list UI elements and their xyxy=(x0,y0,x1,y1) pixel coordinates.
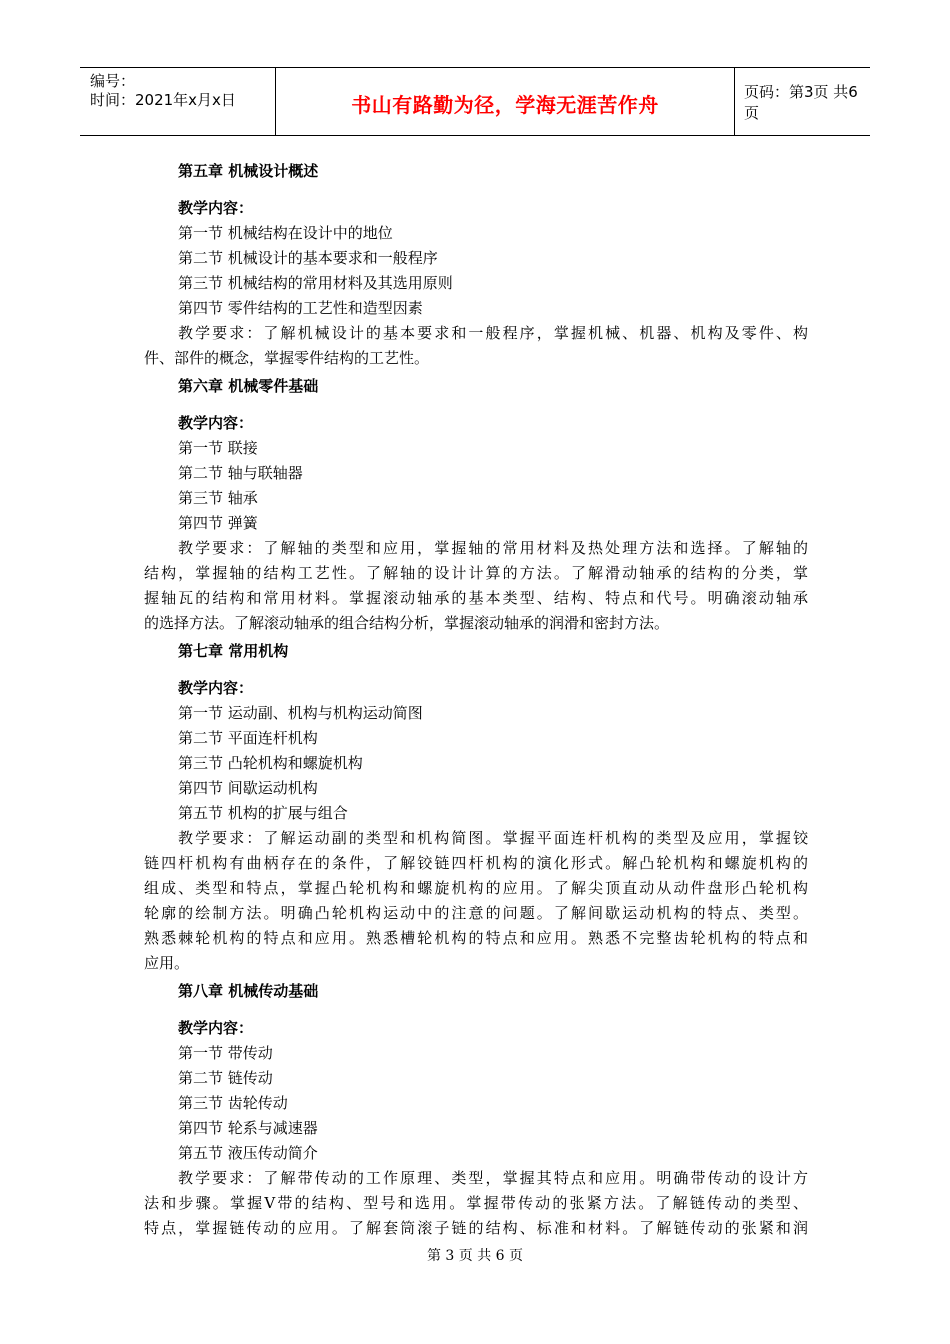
section-item: 第一节 机械结构在设计中的地位 xyxy=(178,224,393,242)
chapter-title: 第六章 机械零件基础 xyxy=(178,377,319,395)
section-item: 第三节 轴承 xyxy=(178,489,258,507)
section-item: 第四节 零件结构的工艺性和造型因素 xyxy=(178,299,423,317)
section-item: 第三节 凸轮机构和螺旋机构 xyxy=(178,754,363,772)
requirements-line: 链四杆机构有曲柄存在的条件，了解铰链四杆机构的演化形式。解凸轮机构和螺旋机构的 xyxy=(144,854,808,872)
requirements-line: 应用。 xyxy=(144,954,190,972)
header-date: 时间：2021年x月x日 xyxy=(90,91,236,109)
requirements-line: 组成、类型和特点，掌握凸轮机构和螺旋机构的应用。了解尖顶直动从动件盘形凸轮机构 xyxy=(144,879,808,897)
document-body xyxy=(144,156,808,1241)
section-item: 第三节 机械结构的常用材料及其选用原则 xyxy=(178,274,453,292)
header-page-info: 页码：第3页 共6页 xyxy=(744,82,858,122)
chapter-title: 第七章 常用机构 xyxy=(178,642,289,660)
requirements-line: 教学要求：了解运动副的类型和机构简图。掌握平面连杆机构的类型及应用，掌握铰 xyxy=(178,829,808,847)
requirements-line: 教学要求：了解机械设计的基本要求和一般程序，掌握机械、机器、机构及零件、构 xyxy=(178,324,808,342)
header-motto-cell xyxy=(276,68,735,135)
section-item: 第五节 机构的扩展与组合 xyxy=(178,804,348,822)
requirements-line: 熟悉棘轮机构的特点和应用。熟悉槽轮机构的特点和应用。熟悉不完整齿轮机构的特点和 xyxy=(144,929,808,947)
requirements-line: 教学要求：了解带传动的工作原理、类型，掌握其特点和应用。明确带传动的设计方 xyxy=(178,1169,808,1187)
requirements-line: 件、部件的概念，掌握零件结构的工艺性。 xyxy=(144,349,430,367)
section-item: 第一节 带传动 xyxy=(178,1044,273,1062)
header-motto: 书山有路勤为径，学海无涯苦作舟 xyxy=(351,92,659,117)
requirements-line: 轮廓的绘制方法。明确凸轮机构运动中的注意的问题。了解间歇运动机构的特点、类型。 xyxy=(144,904,808,922)
section-item: 第二节 机械设计的基本要求和一般程序 xyxy=(178,249,438,267)
section-item: 第二节 链传动 xyxy=(178,1069,273,1087)
chapter-title: 第八章 机械传动基础 xyxy=(178,982,319,1000)
section-item: 第二节 轴与联轴器 xyxy=(178,464,303,482)
chapter-title: 第五章 机械设计概述 xyxy=(178,162,319,180)
section-item: 第三节 齿轮传动 xyxy=(178,1094,288,1112)
requirements-line: 教学要求：了解轴的类型和应用，掌握轴的常用材料及热处理方法和选择。了解轴的 xyxy=(178,539,808,557)
page-footer: 第 3 页 共 6 页 xyxy=(426,1248,524,1264)
section-item: 第四节 间歇运动机构 xyxy=(178,779,318,797)
content-label: 教学内容： xyxy=(178,1019,254,1037)
header-page-info-cell xyxy=(735,68,870,135)
header-number-label: 编号： xyxy=(90,72,136,90)
requirements-line: 的选择方法。了解滚动轴承的组合结构分析，掌握滚动轴承的润滑和密封方法。 xyxy=(144,614,670,632)
section-item: 第五节 液压传动简介 xyxy=(178,1144,318,1162)
section-item: 第一节 运动副、机构与机构运动简图 xyxy=(178,704,423,722)
requirements-line: 特点，掌握链传动的应用。了解套筒滚子链的结构、标准和材料。了解链传动的张紧和润 xyxy=(144,1219,808,1237)
requirements-line: 结构，掌握轴的结构工艺性。了解轴的设计计算的方法。了解滑动轴承的结构的分类，掌 xyxy=(144,564,808,582)
header-meta xyxy=(80,68,276,135)
content-label: 教学内容： xyxy=(178,414,254,432)
page-header xyxy=(80,67,870,136)
requirements-line: 法和步骤。掌握V带的结构、型号和选用。掌握带传动的张紧方法。了解链传动的类型、 xyxy=(144,1194,808,1212)
section-item: 第二节 平面连杆机构 xyxy=(178,729,318,747)
requirements-line: 握轴瓦的结构和常用材料。掌握滚动轴承的基本类型、结构、特点和代号。明确滚动轴承 xyxy=(144,589,808,607)
content-label: 教学内容： xyxy=(178,199,254,217)
section-item: 第四节 轮系与减速器 xyxy=(178,1119,318,1137)
section-item: 第四节 弹簧 xyxy=(178,514,258,532)
content-label: 教学内容： xyxy=(178,679,254,697)
section-item: 第一节 联接 xyxy=(178,439,258,457)
